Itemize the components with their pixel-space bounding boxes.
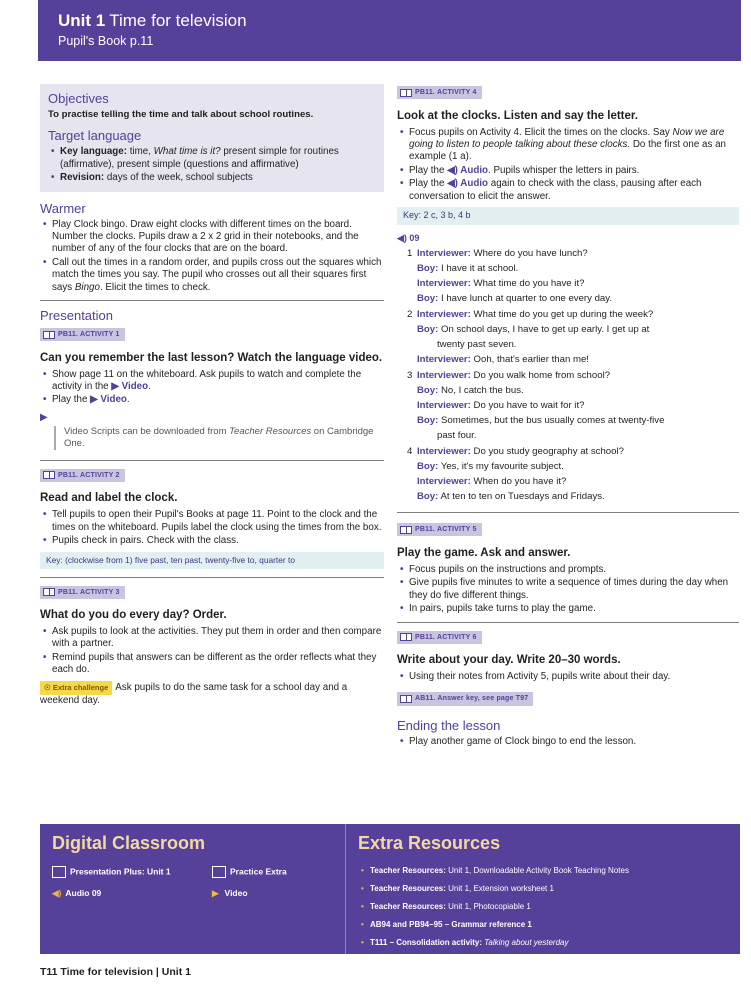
script-line xyxy=(397,368,739,383)
activity-5-bullet-3: • In pairs, pupils take turns to play the game. xyxy=(397,603,739,615)
activity-5-badge: PB11. ACTIVITY 5 xyxy=(397,523,482,536)
script-line xyxy=(397,398,739,413)
speaker-label: Interviewer: xyxy=(417,475,471,487)
extra-resource-item[interactable]: • AB94 and PB94–95 – Grammar reference 1 xyxy=(358,916,728,933)
script-line-number xyxy=(397,398,417,413)
script-line-text xyxy=(417,352,739,367)
key-language: • Key language: time, What time is it? present simple for routines (affirmative), present simple (questions and affirmative) xyxy=(48,146,376,171)
script-line xyxy=(397,337,739,352)
script-line-text xyxy=(417,276,739,291)
warmer-heading: Warmer xyxy=(40,200,86,216)
script-line-text xyxy=(417,398,739,413)
speaker-icon: ◀) xyxy=(52,888,62,898)
script-line-text xyxy=(417,261,739,276)
divider xyxy=(40,300,384,301)
script-line-number xyxy=(397,322,417,337)
audio-link[interactable]: ◀) Audio 09 xyxy=(52,888,102,898)
digital-classroom-title: Digital Classroom xyxy=(52,833,206,853)
activity-2-badge: PB11. ACTIVITY 2 xyxy=(40,469,125,482)
script-line-number xyxy=(397,383,417,398)
speech-text: No, I catch the bus. xyxy=(438,384,524,396)
video-scripts-note: Video Scripts can be downloaded from Teacher Resources on Cambridge One. xyxy=(54,426,384,450)
audio-track-label: ◀) 09 xyxy=(397,232,420,243)
book-icon xyxy=(400,89,412,97)
video-link[interactable]: ▶ Video xyxy=(212,888,248,898)
script-line-number xyxy=(397,413,417,428)
unit-header xyxy=(38,0,741,61)
speech-text: At ten to ten on Tuesdays and Fridays. xyxy=(438,491,605,503)
book-icon xyxy=(43,471,55,479)
target-language-heading: Target language xyxy=(48,128,142,144)
speaker-label: Boy: xyxy=(417,384,439,396)
script-line xyxy=(397,307,739,322)
speech-text: Ooh, that's earlier than me! xyxy=(470,354,589,366)
script-line xyxy=(397,383,739,398)
script-line-number: 4 xyxy=(407,445,413,457)
page-footer: T11 Time for television | Unit 1 xyxy=(40,966,191,978)
script-line-text xyxy=(417,444,739,459)
activity-1-title: Can you remember the last lesson? Watch the language video. xyxy=(40,351,383,364)
ending-heading: Ending the lesson xyxy=(397,718,501,733)
activity-6-title: Write about your day. Write 20–30 words. xyxy=(397,654,621,667)
activity-5-bullet-1: • Focus pupils on the instructions and prompts. xyxy=(397,564,739,576)
script-line xyxy=(397,261,739,276)
script-line xyxy=(397,276,739,291)
script-line-text xyxy=(417,474,739,489)
script-line-text xyxy=(417,428,739,443)
script-line xyxy=(397,444,739,459)
script-line-number: 1 xyxy=(407,247,413,259)
audio-link[interactable]: ◀) Audio xyxy=(447,164,489,176)
activity-3-bullet-2: • Remind pupils that answers can be different as the order reflects what they each do. xyxy=(40,652,384,677)
script-line-number xyxy=(397,276,417,291)
audio-script xyxy=(397,231,739,505)
script-line-number xyxy=(397,291,417,306)
extra-resources-title: Extra Resources xyxy=(358,833,501,853)
revision: • Revision: days of the week, school subjects xyxy=(48,172,376,184)
speech-text: Do you study geography at school? xyxy=(470,445,624,457)
warmer-bullet-2: • Call out the times in a random order, and pupils cross out the squares which match the times you say. The pupil who crosses out all their squares first says Bingo. Elicit the times to check. xyxy=(40,257,384,294)
presentation-plus-link[interactable]: Presentation Plus: Unit 1 xyxy=(52,866,171,878)
speech-text: Do you have to wait for it? xyxy=(470,399,585,411)
speaker-label: Interviewer: xyxy=(417,399,471,411)
divider xyxy=(40,460,384,461)
speech-text: On school days, I have to get up early. I get up at xyxy=(438,323,650,335)
speaker-label: Boy: xyxy=(417,491,439,503)
script-line-number xyxy=(397,337,417,352)
script-line xyxy=(397,459,739,474)
speech-text: Yes, it's my favourite subject. xyxy=(438,460,564,472)
objectives-heading: Objectives xyxy=(48,91,109,106)
objectives-text: To practise telling the time and talk about school routines. xyxy=(48,109,314,120)
speaker-label: Interviewer: xyxy=(417,278,471,290)
script-line-number xyxy=(397,474,417,489)
play-icon: ▶ xyxy=(212,888,219,898)
video-link[interactable]: ▶ Video xyxy=(90,394,127,406)
activity-2-bullet-1: • Tell pupils to open their Pupil's Books at page 11. Point to the clock and the times on the whiteboard. Pupils label the clock using the times from the box. xyxy=(40,509,384,534)
divider xyxy=(397,622,739,623)
unit-title: Unit 1 Time for television xyxy=(58,11,247,30)
speaker-label: Interviewer: xyxy=(417,369,471,381)
script-line xyxy=(397,489,739,504)
book-icon xyxy=(400,526,412,534)
extra-challenge-badge: ☉ Extra challenge xyxy=(40,681,112,695)
speaker-label: Interviewer: xyxy=(417,445,471,457)
pupils-book-ref: Pupil's Book p.11 xyxy=(58,34,154,48)
activity-6-badge: PB11. ACTIVITY 6 xyxy=(397,631,482,644)
script-line xyxy=(397,428,739,443)
speech-text: What time do you get up during the week? xyxy=(470,308,654,320)
speaker-label: Boy: xyxy=(417,263,439,275)
speaker-label: Interviewer: xyxy=(417,247,471,259)
speech-text: past four. xyxy=(437,430,477,442)
script-line-text xyxy=(417,459,739,474)
warmer-bullet-1: • Play Clock bingo. Draw eight clocks with different times on the board. Number the clocks. Pupils draw a 2 x 2 grid in their notebooks, and the number of any of the four clocks that are on the board. xyxy=(40,219,384,256)
speaker-label: Boy: xyxy=(417,293,439,305)
activity-5-bullet-2: • Give pupils five minutes to write a sequence of times during the day when they do five different things. xyxy=(397,577,739,602)
objectives-box xyxy=(40,84,384,192)
speech-text: What time do you have it? xyxy=(470,278,585,290)
script-line-text xyxy=(417,413,739,428)
speech-text: Do you walk home from school? xyxy=(470,369,611,381)
script-line-text xyxy=(417,291,739,306)
extra-challenge: ☉ Extra challenge Ask pupils to do the same task for a school day and a weekend day. xyxy=(40,681,348,707)
speech-text: twenty past seven. xyxy=(437,339,517,351)
speaker-label: Boy: xyxy=(417,415,439,427)
extra-resource-item[interactable]: • T111 – Consolidation activity: Talking about yesterday xyxy=(358,934,728,951)
digital-classroom xyxy=(40,824,345,954)
book-icon xyxy=(43,331,55,339)
script-line xyxy=(397,246,739,261)
script-line-number xyxy=(397,428,417,443)
book-icon xyxy=(400,695,412,703)
activity-3-title: What do you do every day? Order. xyxy=(40,609,227,622)
script-line xyxy=(397,352,739,367)
speaker-label: Interviewer: xyxy=(417,354,471,366)
script-line-text xyxy=(417,337,739,352)
activity-2-key: Key: (clockwise from 1) five past, ten past, twenty-five to, quarter to xyxy=(40,552,384,569)
script-lines xyxy=(397,246,739,504)
practice-extra-icon xyxy=(212,866,226,878)
script-line-number xyxy=(397,261,417,276)
script-line-number xyxy=(397,489,417,504)
speaker-label: Boy: xyxy=(417,460,439,472)
activity-2-title: Read and label the clock. xyxy=(40,492,178,505)
script-line xyxy=(397,322,739,337)
activity-2-bullet-2: • Pupils check in pairs. Check with the class. xyxy=(40,535,384,547)
book-icon xyxy=(400,633,412,641)
script-line xyxy=(397,413,739,428)
activity-3-bullet-1: • Ask pupils to look at the activities. They put them in order and then compare with a partner. xyxy=(40,626,384,651)
activity-4-title: Look at the clocks. Listen and say the letter. xyxy=(397,109,638,122)
activity-1-bullet-2: • Play the ▶ Video. xyxy=(40,394,384,406)
script-line-number xyxy=(397,352,417,367)
extra-resource-item[interactable]: • Teacher Resources: Unit 1, Extension worksheet 1 xyxy=(358,880,728,897)
activity-1-badge: PB11. ACTIVITY 1 xyxy=(40,328,125,341)
divider xyxy=(397,512,739,513)
activity-6-bullet-1: • Using their notes from Activity 5, pupils write about their day. xyxy=(397,671,739,683)
audio-link[interactable]: ◀) Audio xyxy=(447,178,489,190)
activity-4-key: Key: 2 c, 3 b, 4 b xyxy=(397,207,739,225)
divider xyxy=(40,577,384,578)
script-line-number: 2 xyxy=(407,308,413,320)
script-line-text xyxy=(417,368,739,383)
answer-key-badge: AB11. Answer key, see page T97 xyxy=(397,692,533,705)
activity-4-bullet-2: • Play the ◀) Audio. Pupils whisper the letters in pairs. xyxy=(397,165,739,177)
speaker-label: Boy: xyxy=(417,323,439,335)
right-column xyxy=(397,86,739,749)
script-line-number: 3 xyxy=(407,369,413,381)
script-line xyxy=(397,291,739,306)
extra-resource-item[interactable]: • Teacher Resources: Unit 1, Photocopiable 1 xyxy=(358,898,728,915)
speech-text: I have it at school. xyxy=(438,263,519,275)
activity-4-bullet-3: • Play the ◀) Audio again to check with the class, pausing after each conversation to elicit the answer. xyxy=(397,178,739,203)
speech-text: When do you have it? xyxy=(470,475,567,487)
script-line-text xyxy=(417,307,739,322)
extra-resource-item[interactable]: • Teacher Resources: Unit 1, Downloadable Activity Book Teaching Notes xyxy=(358,862,728,879)
presentation-heading: Presentation xyxy=(40,308,113,324)
script-line-text xyxy=(417,246,739,261)
practice-extra-link[interactable]: Practice Extra xyxy=(212,866,287,878)
speech-text: Where do you have lunch? xyxy=(470,247,588,259)
speech-text: I have lunch at quarter to one every day. xyxy=(438,293,613,305)
activity-4-badge: PB11. ACTIVITY 4 xyxy=(397,86,482,99)
presentation-icon xyxy=(52,866,66,878)
script-line-text xyxy=(417,383,739,398)
video-link[interactable]: ▶ Video xyxy=(111,381,149,393)
activity-5-title: Play the game. Ask and answer. xyxy=(397,546,571,559)
ending-bullet-1: • Play another game of Clock bingo to end the lesson. xyxy=(397,736,739,748)
left-column xyxy=(40,84,384,708)
activity-1-bullet-1: • Show page 11 on the whiteboard. Ask pupils to watch and complete the activity in the ▶ Video. xyxy=(40,369,384,394)
script-line-number xyxy=(397,459,417,474)
resources-panel xyxy=(40,824,740,954)
script-line-text xyxy=(417,322,739,337)
activity-4-bullet-1: • Focus pupils on Activity 4. Elicit the times on the clocks. Say Now we are going to listen to people talking about these clocks. Do the first one as an example (1 a). xyxy=(397,127,739,164)
extra-resources xyxy=(345,824,740,954)
speech-text: Sometimes, but the bus usually comes at twenty-five xyxy=(438,415,665,427)
speaker-label: Interviewer: xyxy=(417,308,471,320)
activity-3-badge: PB11. ACTIVITY 3 xyxy=(40,586,125,599)
play-icon: ▶ xyxy=(40,411,48,423)
book-icon xyxy=(43,588,55,596)
script-line xyxy=(397,474,739,489)
script-line-text xyxy=(417,489,739,504)
